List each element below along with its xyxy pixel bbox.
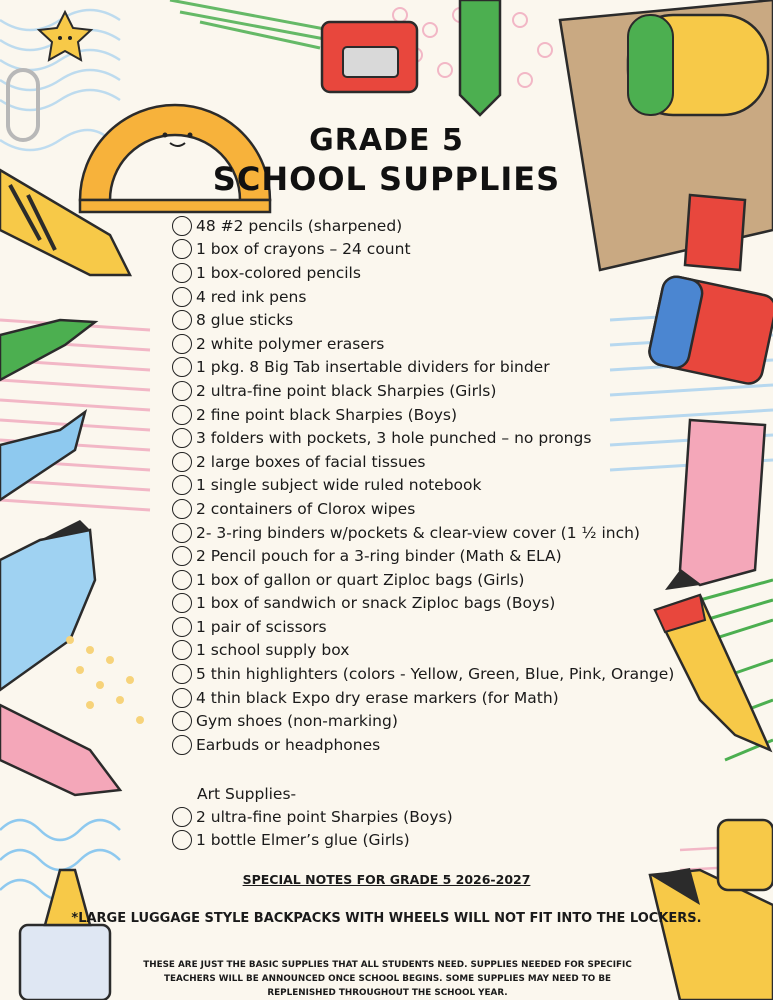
list-item <box>172 805 572 829</box>
list-item <box>172 450 732 474</box>
item-label: 5 thin highlighters (colors - Yellow, Green, Blue, Pink, Orange) <box>196 665 675 684</box>
item-label: 1 pkg. 8 Big Tab insertable dividers for binder <box>196 358 550 377</box>
item-label: 3 folders with pockets, 3 hole punched – no prongs <box>196 429 592 448</box>
item-label: 2 containers of Clorox wipes <box>196 499 416 518</box>
item-label: 8 glue sticks <box>196 311 294 330</box>
checkbox-circle[interactable] <box>172 310 192 330</box>
page-title-line-1: GRADE 5 <box>309 123 464 158</box>
list-item <box>172 497 732 521</box>
list-item <box>172 332 732 356</box>
item-label: Earbuds or headphones <box>196 735 381 754</box>
item-label: 2- 3-ring binders w/pockets & clear-view cover (1 ½ inch) <box>196 523 640 542</box>
item-label: 1 bottle Elmer’s glue (Girls) <box>196 831 410 850</box>
checkbox-circle[interactable] <box>172 711 192 731</box>
list-item <box>172 238 732 262</box>
item-label: 4 red ink pens <box>196 287 307 306</box>
item-label: 2 ultra-fine point Sharpies (Boys) <box>196 807 453 826</box>
checkbox-circle[interactable] <box>172 357 192 377</box>
item-label: 1 box of crayons – 24 count <box>196 240 411 259</box>
list-item <box>172 308 732 332</box>
list-item <box>172 686 732 710</box>
checkbox-circle[interactable] <box>172 664 192 684</box>
art-supplies-heading: Art Supplies- <box>197 785 297 803</box>
item-label: 2 white polymer erasers <box>196 334 385 353</box>
checkbox-circle[interactable] <box>172 735 192 755</box>
checkbox-circle[interactable] <box>172 499 192 519</box>
item-label: 2 ultra-fine point black Sharpies (Girls) <box>196 381 497 400</box>
list-item <box>172 568 732 592</box>
art-supplies-checklist <box>172 805 572 852</box>
item-label: 1 box of gallon or quart Ziploc bags (Girls) <box>196 570 525 589</box>
item-label: 2 fine point black Sharpies (Boys) <box>196 405 458 424</box>
checkbox-circle[interactable] <box>172 263 192 283</box>
list-item <box>172 379 732 403</box>
list-item <box>172 592 732 616</box>
checkbox-circle[interactable] <box>172 405 192 425</box>
checkbox-circle[interactable] <box>172 617 192 637</box>
checkbox-circle[interactable] <box>172 428 192 448</box>
checkbox-circle[interactable] <box>172 546 192 566</box>
page-title-line-2: SCHOOL SUPPLIES <box>212 160 561 198</box>
supply-checklist <box>172 214 732 757</box>
list-item <box>172 709 732 733</box>
list-item <box>172 639 732 663</box>
item-label: 1 pair of scissors <box>196 617 327 636</box>
list-item <box>172 285 732 309</box>
list-item <box>172 662 732 686</box>
list-item <box>172 426 732 450</box>
checkbox-circle[interactable] <box>172 239 192 259</box>
checkbox-circle[interactable] <box>172 381 192 401</box>
item-label: 48 #2 pencils (sharpened) <box>196 216 403 235</box>
backpack-note: *LARGE LUGGAGE STYLE BACKPACKS WITH WHEELS WILL NOT FIT INTO THE LOCKERS. <box>71 911 702 926</box>
item-label: 1 box of sandwich or snack Ziploc bags (Boys) <box>196 594 556 613</box>
item-label: Gym shoes (non-marking) <box>196 712 398 731</box>
checkbox-circle[interactable] <box>172 475 192 495</box>
item-label: 2 Pencil pouch for a 3-ring binder (Math & ELA) <box>196 547 562 566</box>
list-item <box>172 521 732 545</box>
list-item <box>172 261 732 285</box>
list-item <box>172 356 732 380</box>
checkbox-circle[interactable] <box>172 570 192 590</box>
checkbox-circle[interactable] <box>172 830 192 850</box>
item-label: 2 large boxes of facial tissues <box>196 452 426 471</box>
list-item <box>172 615 732 639</box>
checkbox-circle[interactable] <box>172 523 192 543</box>
list-item <box>172 733 732 757</box>
item-label: 1 school supply box <box>196 641 350 660</box>
checkbox-circle[interactable] <box>172 688 192 708</box>
checkbox-circle[interactable] <box>172 287 192 307</box>
checkbox-circle[interactable] <box>172 593 192 613</box>
checkbox-circle[interactable] <box>172 452 192 472</box>
item-label: 4 thin black Expo dry erase markers (for Math) <box>196 688 559 707</box>
checkbox-circle[interactable] <box>172 216 192 236</box>
special-notes-heading: SPECIAL NOTES FOR GRADE 5 2026-2027 <box>242 872 531 887</box>
basic-supplies-note: THESE ARE JUST THE BASIC SUPPLIES THAT ALL STUDENTS NEED. SUPPLIES NEEDED FOR SPECIFIC TEACHERS WILL BE ANNOUNCED ONCE SCHOOL BEGINS. SOME SUPPLIES MAY NEED TO BE REPLENISHED THROUGHOUT THE SCHOOL YEAR. <box>143 960 632 998</box>
list-item <box>172 403 732 427</box>
checkbox-circle[interactable] <box>172 640 192 660</box>
list-item <box>172 474 732 498</box>
list-item <box>172 829 572 853</box>
list-item <box>172 214 732 238</box>
item-label: 1 box-colored pencils <box>196 263 361 282</box>
checkbox-circle[interactable] <box>172 334 192 354</box>
checkbox-circle[interactable] <box>172 807 192 827</box>
item-label: 1 single subject wide ruled notebook <box>196 476 482 495</box>
list-item <box>172 544 732 568</box>
